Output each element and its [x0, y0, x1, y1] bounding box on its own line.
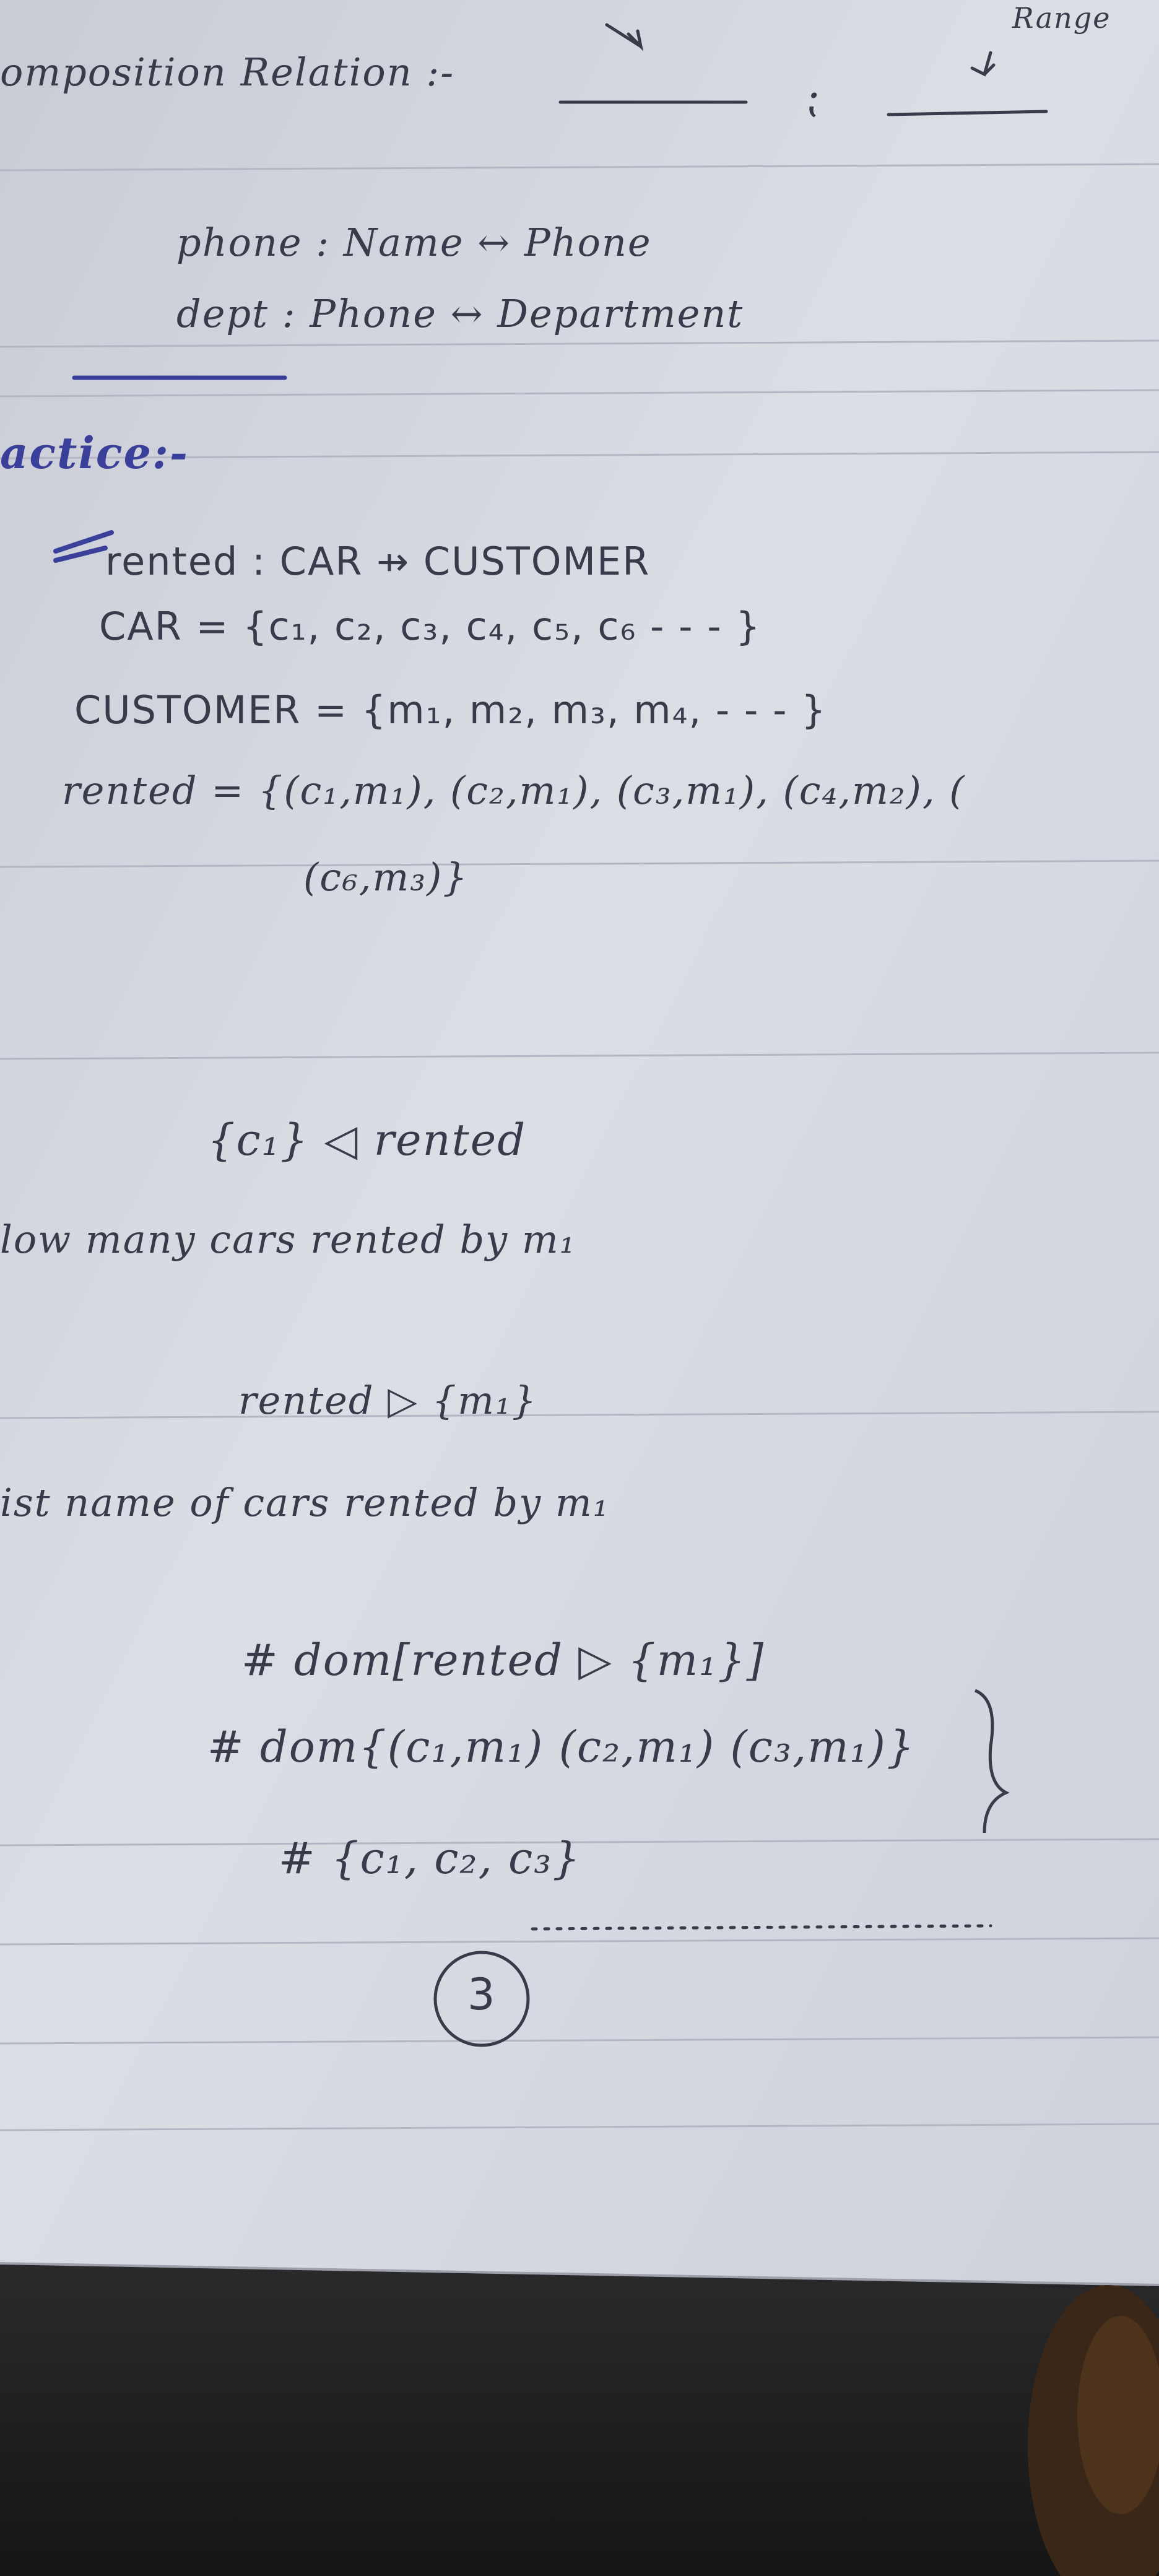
dept-definition: dept : Phone ↔ Department — [176, 291, 744, 336]
heading-composition-relation: omposition Relation :- — [0, 50, 455, 95]
car-set: CAR = {c₁, c₂, c₃, c₄, c₅, c₆ - - - } — [99, 604, 762, 649]
range-label: Range — [1012, 1, 1111, 35]
phone-definition: phone : Name ↔ Phone — [176, 220, 652, 265]
step-1-dom-range: # dom[rented ▷ {m₁}] — [241, 1635, 765, 1686]
step-3-result-set: # {c₁, c₂, c₃} — [279, 1833, 581, 1884]
answer-value: 3 — [467, 1969, 497, 2020]
rented-set-line-2: (c₆,m₃)} — [303, 855, 469, 900]
domain-restriction: {c₁} ◁ rented — [207, 1115, 527, 1165]
customer-set: CUSTOMER = {m₁, m₂, m₃, m₄, - - - } — [74, 687, 827, 733]
rented-definition: rented : CAR ⇸ CUSTOMER — [105, 539, 651, 584]
semicolon-mark: ⁏ — [805, 71, 821, 122]
question-how-many: low many cars rented by m₁ — [0, 1217, 576, 1262]
practice-heading: actice:- — [0, 427, 189, 479]
range-restriction: rented ▷ {m₁} — [238, 1378, 538, 1423]
question-list-names: ist name of cars rented by m₁ — [0, 1480, 610, 1525]
step-2-dom-pairs: # dom{(c₁,m₁) (c₂,m₁) (c₃,m₁)} — [207, 1721, 916, 1772]
rented-set-line-1: rented = {(c₁,m₁), (c₂,m₁), (c₃,m₁), (c₄,m₂), ( — [62, 768, 966, 813]
